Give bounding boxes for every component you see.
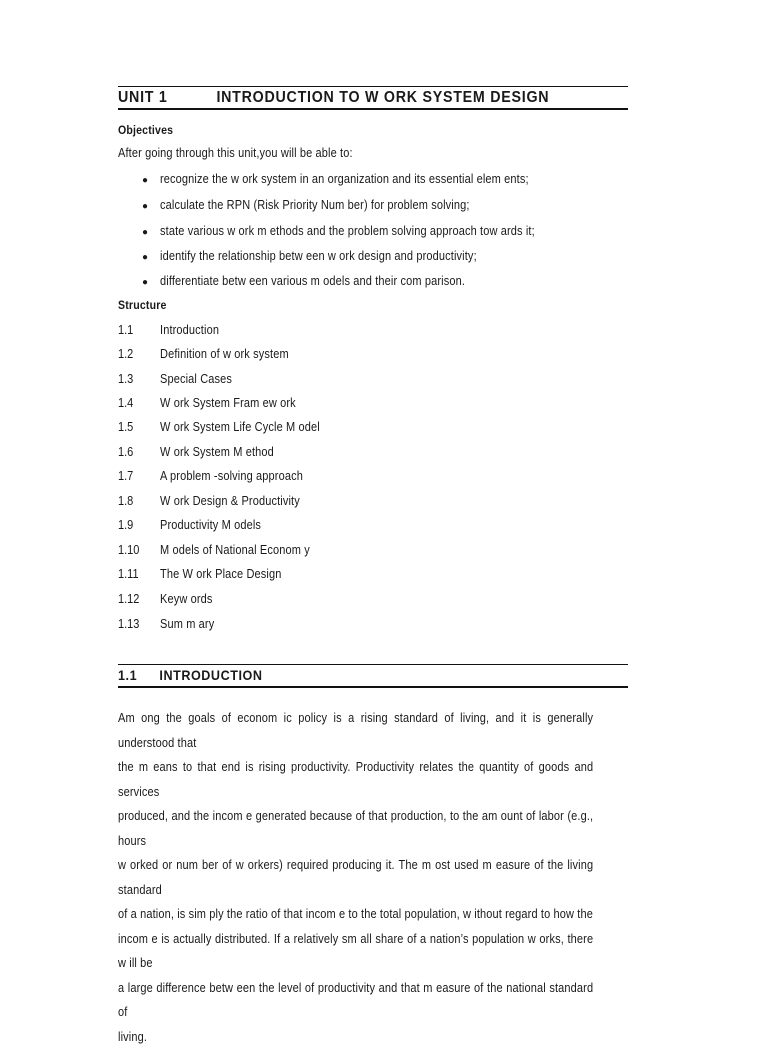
toc-number: 1.9: [118, 518, 133, 532]
introduction-paragraph: [118, 706, 593, 1049]
header-rule-bottom: [118, 108, 628, 110]
unit-heading: INTRODUCTION TO W ORK SYSTEM DESIGN: [216, 89, 549, 106]
toc-label: W ork System Fram ew ork: [160, 396, 296, 410]
toc-number: 1.11: [118, 567, 139, 581]
toc-number: 1.8: [118, 494, 133, 508]
toc-label: Introduction: [160, 323, 219, 337]
section-title: [118, 667, 262, 683]
toc-label: W ork System M ethod: [160, 445, 274, 459]
unit-title: [118, 89, 587, 107]
unit-number: UNIT 1: [118, 89, 216, 107]
toc-number: 1.3: [118, 372, 133, 386]
toc-label: Definition of w ork system: [160, 347, 289, 361]
paragraph-line: w orked or num ber of w orkers) required producing it. The m ost used m easure of the living standard: [118, 853, 593, 902]
toc-number: 1.13: [118, 617, 139, 631]
toc-number: 1.7: [118, 469, 133, 483]
objective-item: recognize the w ork system in an organization and its essential elem ents;: [160, 172, 529, 186]
objective-item: calculate the RPN (Risk Priority Num ber) for problem solving;: [160, 198, 470, 212]
paragraph-line: living.: [118, 1025, 593, 1049]
objective-item: differentiate betw een various m odels and their com parison.: [160, 274, 465, 288]
toc-number: 1.1: [118, 323, 133, 337]
bullet-icon: ●: [142, 227, 148, 238]
objectives-heading: Objectives: [118, 123, 173, 137]
toc-number: 1.12: [118, 592, 139, 606]
bullet-icon: ●: [142, 175, 148, 186]
paragraph-line: Am ong the goals of econom ic policy is a rising standard of living, and it is generally understood that: [118, 706, 593, 755]
toc-number: 1.10: [118, 543, 139, 557]
toc-number: 1.2: [118, 347, 133, 361]
header-rule-top: [118, 86, 628, 87]
paragraph-line: a large difference betw een the level of productivity and that m easure of the national standard of: [118, 976, 593, 1025]
toc-label: Sum m ary: [160, 617, 214, 631]
paragraph-line: incom e is actually distributed. If a relatively sm all share of a nation’s population w orks, there w ill be: [118, 927, 593, 976]
toc-label: A problem -solving approach: [160, 469, 303, 483]
bullet-icon: ●: [142, 277, 148, 288]
section-number: 1.1: [118, 667, 159, 683]
toc-label: Keyw ords: [160, 592, 213, 606]
toc-number: 1.4: [118, 396, 133, 410]
paragraph-line: the m eans to that end is rising productivity. Productivity relates the quantity of goods and services: [118, 755, 593, 804]
toc-label: The W ork Place Design: [160, 567, 282, 581]
section-heading: INTRODUCTION: [159, 667, 262, 683]
objective-item: identify the relationship betw een w ork design and productivity;: [160, 249, 477, 263]
section-rule-bottom: [118, 686, 628, 688]
toc-label: W ork Design & Productivity: [160, 494, 300, 508]
objective-item: state various w ork m ethods and the problem solving approach tow ards it;: [160, 224, 535, 238]
toc-number: 1.5: [118, 420, 133, 434]
toc-label: W ork System Life Cycle M odel: [160, 420, 320, 434]
section-rule-top: [118, 664, 628, 665]
toc-label: M odels of National Econom y: [160, 543, 310, 557]
bullet-icon: ●: [142, 201, 148, 212]
toc-label: Productivity M odels: [160, 518, 261, 532]
paragraph-line: produced, and the incom e generated because of that production, to the am ount of labor (e.g., hours: [118, 804, 593, 853]
bullet-icon: ●: [142, 252, 148, 263]
structure-heading: Structure: [118, 298, 167, 312]
toc-number: 1.6: [118, 445, 133, 459]
paragraph-line: of a nation, is sim ply the ratio of that incom e to the total population, w ithout regard to how the: [118, 902, 593, 927]
toc-label: Special Cases: [160, 372, 232, 386]
objectives-intro: After going through this unit,you will be able to:: [118, 146, 353, 160]
